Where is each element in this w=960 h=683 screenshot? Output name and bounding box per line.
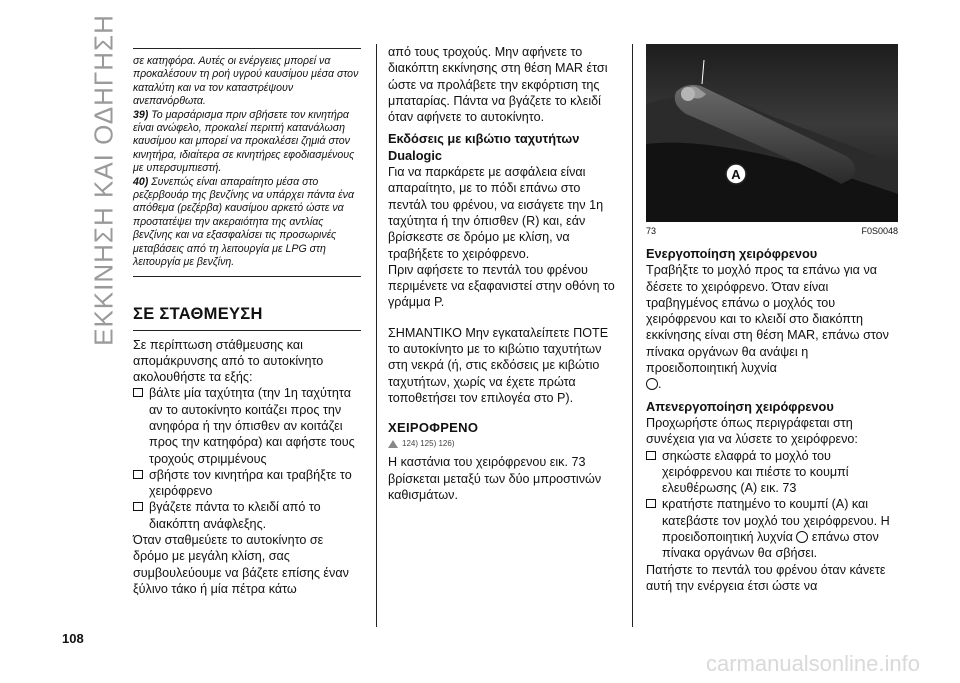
checkbox-bullet-icon: [646, 499, 656, 508]
list-item-text-part: κρατήστε πατημένο το κουμπί (A) και κατεβάστε τον μοχλό του χειρόφρενου. Η προειδοποιητική λυχνία: [662, 497, 890, 545]
list-item-text: [662, 496, 898, 561]
figure-number: 73: [646, 226, 657, 236]
paragraph: Η καστάνια του χειρόφρενου εικ. 73 βρίσκεται μεταξύ των δύο μπροστινών καθισμάτων.: [388, 455, 602, 502]
callout-label-a: A: [731, 167, 741, 182]
paragraph: Προχωρήστε όπως περιγράφεται στη συνέχεια για να λύσετε το χειρόφρενο:: [646, 415, 858, 447]
list-item: [133, 385, 361, 466]
checkbox-bullet-icon: [133, 388, 143, 397]
heading-release-handbrake: Απενεργοποίηση χειρόφρενου: [646, 398, 834, 414]
list-item-text: βάλτε μία ταχύτητα (την 1η ταχύτητα αν το αυτοκίνητο κοιτάζει προς την ανηφόρα ή την όπισθεν αν κοιτάζει προς την κατηφόρα) και αφήστε τους τροχούς στριμμένους: [149, 386, 355, 466]
important-note: ΣΗΜΑΝΤΙΚΟ Μην εγκαταλείπετε ΠΟΤΕ το αυτοκίνητο με το κιβώτιο ταχυτήτων στη νεκρά (ή, στις εκδόσεις με κιβώτιο ταχυτήτων, χωρίς να έχετε πρώτα τοποθετήσει τον επιλογέα στο P).: [388, 325, 609, 405]
notes-box: [133, 48, 361, 277]
figure-code: F0S0048: [861, 226, 898, 236]
note-39-text: Το μαρσάρισμα πριν σβήσετε τον κινητήρα είναι ανώφελο, προκαλεί περιττή κατανάλωση καυσίμου και μπορεί να προκαλέσει ζημιά στον κινητήρα, ιδιαίτερα σε κινητήρες εφοδιασμένους με υπερσυμπιεστή.: [133, 108, 355, 175]
list-item-text: σηκώστε ελαφρά το μοχλό του χειρόφρενου και πιέστε το κουμπί ελευθέρωσης (A) εικ. 73: [662, 448, 849, 496]
figure-caption: [646, 226, 898, 236]
chapter-side-title: [84, 14, 124, 346]
paragraph-text: Τραβήξτε το μοχλό προς τα επάνω για να δέσετε το χειρόφρενο. Όταν είναι τραβηγμένος επάνω ο μοχλός του χειρόφρενου και το κλειδί στο διακόπτη εκκίνησης είναι στη θέση MAR, επάνω στον πίνακα οργάνων θα ανάψει η προειδοποιητική λυχνία: [646, 263, 889, 376]
note-intro: σε κατηφόρα. Αυτές οι ενέργειες μπορεί να προκαλέσουν τη ροή υγρού καυσίμου μέσα στον καταλύτη και να τον καταστρέψουν ανεπανόρθωτα.: [133, 55, 359, 108]
brake-warning-light-icon: [646, 378, 658, 390]
warning-triangle-icon: [388, 440, 398, 448]
checkbox-bullet-icon: [133, 470, 143, 479]
page-number: 108: [62, 631, 84, 646]
list-item: [646, 496, 898, 561]
paragraph: από τους τροχούς. Μην αφήνετε το διακόπτη εκκίνησης στη θέση MAR έτσι ώστε να προλάβετε την εκφόρτιση της μπαταρίας. Πάντα να βγάζετε το κλειδί όταν αφήνετε το αυτοκίνητο.: [388, 45, 608, 125]
heading-engage-handbrake: Ενεργοποίηση χειρόφρενου: [646, 246, 818, 261]
note-40-text: Συνεπώς είναι απαραίτητο μέσα στο ρεζερβουάρ της βενζίνης να υπάρχει πάντα ένα απόθεμα (ρεζέρβα) καυσίμου αρκετό ώστε να προστατέψει την ακεραιότητα της αντλίας βενζίνης και να εξασφαλίσει τις προσωρινές μεταβάσεις από τη λειτουργία με LPG στη λειτουργία με βενζίνη.: [133, 175, 354, 269]
subheading-dualogic: Εκδόσεις με κιβώτιο ταχυτήτων Dualogic: [388, 131, 580, 163]
list-item-text-part: επάνω στον πίνακα οργάνων θα σβήσει.: [662, 530, 879, 561]
note-39-number: 39): [133, 108, 149, 121]
note-40-number: 40): [133, 175, 149, 188]
paragraph: Για να παρκάρετε με ασφάλεια είναι απαραίτητο, με το πόδι επάνω στο πεντάλ του φρένου, να εισάγετε την 1η ταχύτητα ή την όπισθεν (R) και, εάν βρίσκεστε σε δρόμο με κλίση, να τραβήξετε το χειρόφρενο.: [388, 165, 604, 261]
column-right: [646, 44, 898, 594]
list-item: [133, 499, 361, 532]
note-40: [133, 176, 361, 270]
paragraph: Πριν αφήσετε το πεντάλ του φρένου περιμένετε να εξαφανιστεί στην οθόνη το γράμμα P.: [388, 262, 615, 310]
column-divider: [376, 44, 377, 627]
list-item-text: βγάζετε πάντα το κλειδί από το διακόπτη ανάφλεξης.: [149, 500, 321, 531]
reference-numbers: 124) 125) 126): [402, 439, 455, 449]
section-rule: [133, 330, 361, 331]
checkbox-bullet-icon: [133, 502, 143, 511]
list-item: [646, 448, 898, 497]
brake-warning-light-icon: [796, 531, 808, 543]
note-39: [133, 109, 361, 176]
paragraph: Πατήστε το πεντάλ του φρένου όταν κάνετε αυτή την ενέργεια έτσι ώστε να: [646, 562, 886, 593]
paragraph: [646, 262, 898, 392]
column-left: [133, 44, 361, 597]
checkbox-bullet-icon: [646, 451, 656, 460]
parking-outro: Όταν σταθμεύετε το αυτοκίνητο σε δρόμο με μεγάλη κλίση, σας συμβουλεύουμε να βάζετε επίσης έναν ξύλινο τάκο ή μία πέτρα κάτω: [133, 533, 349, 596]
column-divider: [632, 44, 633, 627]
chapter-side-title-text: ΕΚΚΙΝΗΣΗ ΚΑΙ ΟΔΗΓΗΣΗ: [88, 14, 119, 346]
list-item-text: σβήστε τον κινητήρα και τραβήξτε το χειρόφρενο: [149, 467, 352, 499]
watermark: carmanualsonline.info: [705, 651, 920, 676]
parking-intro: Σε περίπτωση στάθμευσης και απομάκρυνσης από το αυτοκίνητο ακολουθήστε τα εξής:: [133, 337, 324, 385]
handbrake-illustration: [646, 44, 898, 222]
list-item: [133, 467, 361, 500]
section-title-parking: ΣΕ ΣΤΑΘΜΕΥΣΗ: [133, 304, 263, 323]
paragraph-end: .: [658, 377, 662, 392]
section-title-handbrake: ΧΕΙΡΟΦΡΕΝΟ: [388, 420, 479, 436]
warning-references: [388, 439, 618, 448]
column-middle: [388, 44, 618, 503]
handbrake-photo: [646, 44, 898, 222]
